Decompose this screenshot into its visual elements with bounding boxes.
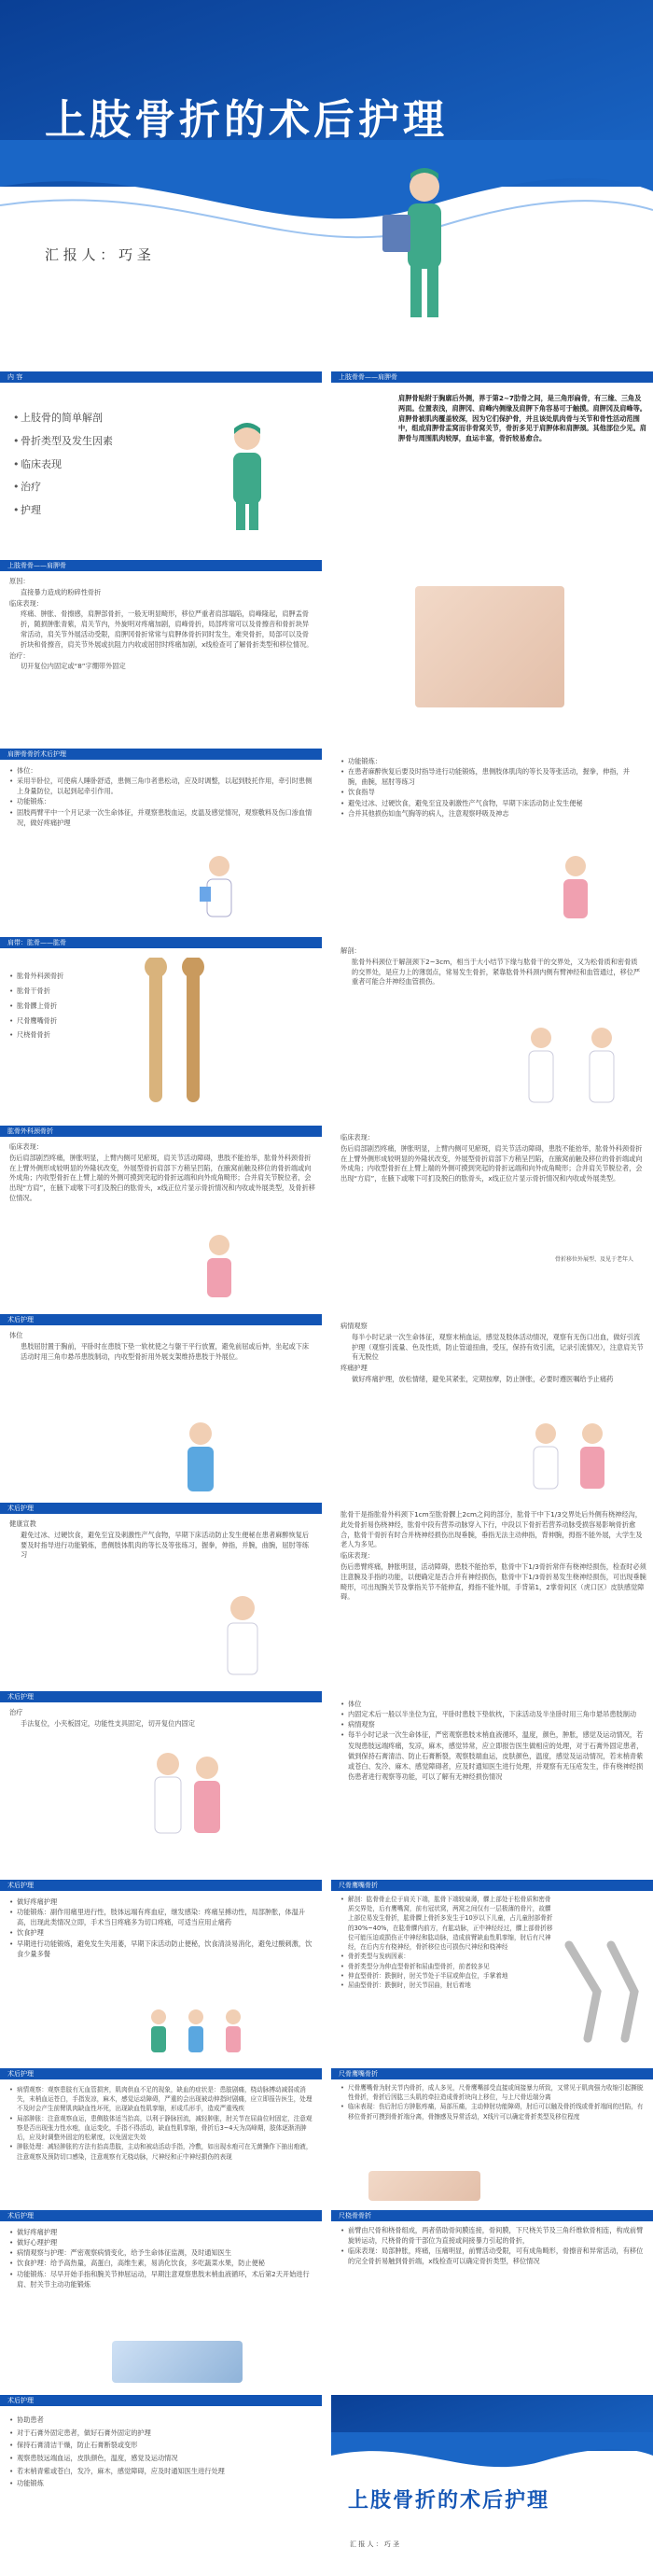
care4-right-list — [340, 1699, 646, 1782]
slide-header: 肱骨外科颈骨折 — [0, 1126, 322, 1137]
care-item: • 保持石膏清洁干燥，防止石膏断裂或变形 — [9, 2439, 315, 2452]
care-item: • 做好疼痛护理 — [9, 2227, 315, 2237]
care4-slide-left — [0, 1691, 322, 1873]
contents-item: • 上肢骨的简单解剖 — [13, 407, 209, 430]
elbow-bones-image — [560, 1936, 648, 2048]
surg-para: 临床表现： — [340, 1133, 374, 1141]
care-item: • 饮食护理：给予高热量，高蛋白，高维生素，易消化饮食，多吃蔬菜水果，防止便秘 — [9, 2258, 315, 2268]
end-slide — [331, 2395, 653, 2576]
slide-header: 上肢骨骨——肩胛骨 — [331, 371, 653, 383]
care-para: 肱骨干是指肱骨外科颈下1cm至肱骨髁上2cm之间的部分，肱骨干中下1/3交界处后外侧有桡神经沟，此处骨折易伤桡神经，肱骨中段有营养动脉穿入下行，中段以下骨折若营养动脉受损容易影响骨折愈合，肱骨干骨折有时合并桡神经损伤出现垂腕，垂指无法主动伸指，背伸腕，拇指不能外展，大学生及老人为多见。 — [340, 1510, 643, 1549]
care-item: • 病情观察：观察患肢有无血管损害，肌肉供血不足的现象，缺血的症状是：患肢剧痛，桡动脉搏动减弱或消失，末梢血运苍白，手指发凉，麻木，感觉运动障碍，严重的会出现被动伸指时剧痛，应立即报告医生，处理不及时会产生前臂肌肉缺血性坏死，出现缺血性肌挛缩，形成爪形手，造成严重残疾 — [9, 2085, 315, 2114]
care-item: • 做好疼痛护理 — [9, 1897, 315, 1907]
doctor-clipboard-illustration — [196, 851, 243, 926]
forearm-xray-image — [368, 2313, 471, 2378]
care-para: 患肢屈肘置于胸前，平卧时在患肢下垫一软枕使之与躯干平行放置，避免前屈或后伸，坐起或下床活动时用三角巾悬吊患肢制动，内收型骨折用外展支架维持患肢于外展位。 — [21, 1341, 310, 1361]
care4-left-text — [9, 1708, 315, 1730]
doctors-illustration — [140, 1747, 233, 1850]
care-item: • 采用半卧位，可使病人睡卧舒适，患侧三角巾者患松动，应及时调整，以起到肢托作用，牵引时患侧上身量防位，以起到起牵引作用。 — [9, 776, 317, 796]
surg-para: 临床表现： — [9, 1142, 43, 1151]
care-para: 手法复位，小夹板固定，功能性支具固定，切开复位内固定 — [21, 1718, 195, 1728]
arm-cast-image — [368, 2171, 480, 2201]
care-item: • 局部肿胀：注意观察血运，患侧肢体适当抬高，以利于静脉回流，减轻肿胀，肘关节在屈曲位时固定，注意观察是否出现张力性水疱，血运变化，手指不得活动，缺血性肌挛缩，骨折后3~4天为高峰期，肢体逐渐消肿后，应及时调整外固定的松紧度，以免固定失效 — [9, 2114, 315, 2143]
humerus-surg-left-text — [9, 1142, 315, 1205]
care-para: 疼痛护理 — [340, 1364, 368, 1373]
care-item: • 若末梢青紫或苍白，发冷，麻木，感觉障碍，应及时通知医生进行处理 — [9, 2465, 315, 2478]
cause-para: 直接暴力造成的粉碎性骨折 — [21, 587, 102, 596]
cause-text — [9, 577, 315, 740]
care-item: • 协助患者 — [9, 2414, 315, 2427]
contents-item: • 护理 — [13, 499, 209, 523]
care-item: • 饮食指导 — [340, 787, 639, 797]
care-item: • 功能锻炼： — [340, 756, 639, 766]
care-item: • 做好心理护理 — [9, 2237, 315, 2247]
care-item: • 在患者麻醉恢复后要及时指导进行功能锻炼，患侧肢体肌肉的等长及等张活动，握拳，伸指，并腕，曲腕，屈肘等练习 — [340, 766, 639, 787]
doctor-illustration — [354, 159, 466, 336]
care-item: • 内固定术后一般以半坐位为宜，平卧时患肢下垫软枕，下床活动及半坐卧时用三角巾悬吊患肢制动 — [340, 1709, 646, 1719]
care-item: • 合并其他损伤如血气胸等的病人，注意观察呼吸及神志 — [340, 808, 639, 819]
care5-left-list — [9, 1897, 315, 1959]
care-item: • 病情观察与护理：严密观察病情变化，给予生命体征监测，及时通知医生 — [9, 2247, 315, 2258]
arm-bones-image — [131, 958, 224, 1112]
surg-para: 伤后肩部剧烈疼痛，肿胀明显，上臂内侧可见瘀斑，肩关节活动障碍，患肢不能抬举，肱骨外科颈骨折在上臂外侧形成较明显的外隆状改变，外展型骨折肩部下方稍呈凹陷，在腋窝前触及移位的骨折端或向外成角；内收型骨折在上臂上端的外侧可摸到突起的骨折远端和向外成角畸形；合并肩关节脱位者，会出现“方肩”，在腋下或喉下可扪及脱臼的肱骨头，x线正位片显示骨折情况和内收或外展类型，及骨折移位情况。 — [9, 1153, 315, 1202]
care3-slide-right — [331, 1503, 653, 1685]
bone-label: • 肱骨外科颈骨折 — [9, 969, 112, 984]
bone-label: • 尺骨鹰嘴骨折 — [9, 1014, 112, 1029]
slide-header: 术后护理 — [0, 2395, 322, 2406]
care-para: 伤后患臂疼痛，肿胀明显，活动障碍，患肢不能抬举，肱骨中下1/3骨折常伴有桡神经损伤，检查时必须注意腕及手指的功能，以便确定是否合并有神经损伤，肱骨中下1/3骨折易发生桡神经损伤，可出现垂腕畸形，可出现腕关节及掌指关节不能伸直，拇指不能外展，手背第1，2掌骨间区（虎口区）皮肤感觉障碍。 — [340, 1561, 646, 1602]
doctors-group-illustration — [513, 1019, 634, 1113]
shoulder-xray-image — [480, 1226, 546, 1278]
brace-image-slide — [331, 560, 653, 742]
care-para: 做好疼痛护理，放松情绪，避免其紧张，定期按摩，防止肿胀，必要时遵医嘱给予止痛药 — [352, 1374, 614, 1383]
doctor-patient-illustration — [518, 1419, 620, 1493]
slide-header: 术后护理 — [0, 2210, 322, 2221]
care8-slide — [0, 2395, 322, 2576]
care3-left-text — [9, 1519, 315, 1561]
cause-para: 疼痛、肿胀、骨擦感，肩胛部骨折，一般无明显畸形，移位严重者肩部塌陷，肩峰隆起，肩胛盂骨折，随损肿胀青紫，肩关节内，外旋明对疼痛加剧，肩峰骨折，局部疼常可以及骨擦音和骨折块异常活动，肩关节外展活动受限，肩胛冈骨折常常与肩胛体骨折同时发生，难突骨折，局部可以及骨折块和骨擦音，肩关节外展或抗阻力内收或屈肘时疼痛加剧，x线检查可了解骨折类型和移位情况。 — [21, 609, 313, 649]
humerus-surg-right-text — [340, 1133, 646, 1185]
bone-label: • 肱骨髁上骨折 — [9, 999, 112, 1014]
cause-para: 临床表现： — [9, 598, 43, 608]
slide-header: 尺桡骨骨折 — [331, 2210, 653, 2221]
care1-left-list — [9, 765, 317, 828]
care-item: • 骨折类型分为伸直型骨折和屈曲型骨折，前者较多见 — [340, 1962, 555, 1971]
forearm-xray-image-2 — [499, 2313, 602, 2378]
slide-header: 术后护理 — [0, 1691, 322, 1702]
slide-header: 上肢骨骨——肩胛骨 — [0, 560, 322, 571]
care-item: • 早期进行功能锻炼，避免发生失用萎，早期下床活动防止便秘，饮食清淡易消化，避免过酸刺激，饮食少量多餐 — [9, 1939, 315, 1959]
slide-header: 术后护理 — [0, 1880, 322, 1891]
contents-item: • 治疗 — [13, 476, 209, 499]
clavicle-brace-image — [415, 586, 564, 707]
slide-header: 术后护理 — [0, 2068, 322, 2079]
care5-slide-right — [331, 1880, 653, 2062]
care2-slide-left — [0, 1314, 322, 1496]
doctor-illustration — [173, 1417, 229, 1496]
care-item: • 伸直型骨折：跌倒时，肘关节处于半屈或伸直位，手掌着地 — [340, 1971, 555, 1981]
care-item: • 每半小时记录一次生命体征，严密观察患肢末梢血液循环，温度，颜色，肿胀，感觉及运动情况，若发现患肢远端疼痛，发凉，麻木，感觉异常，应立即报告医生做相应的处理，对于石膏外固定患者，做到保持石膏清洁、防止石膏断裂，观察肢端血运，皮肤颜色，温度，感觉及运动情况，若末梢青紫或苍白、发冷、麻木、感觉障碍者，应及时通知医生进行处理，并观察有无压疮发生，伴有桡神经损伤患者进行观察等功能，可以了解有无神经损伤情况 — [340, 1729, 646, 1782]
care3-slide-left — [0, 1503, 322, 1685]
care-para: 临床表现： — [340, 1551, 374, 1561]
care6-slide-right — [331, 2068, 653, 2205]
slide-header: 尺骨鹰嘴骨折 — [331, 2068, 653, 2079]
care1-slide-right — [331, 749, 653, 931]
humerus-para: 解剖： — [340, 946, 361, 955]
care-para: 避免过冰、过硬饮食，避免至宜及刺激性产气食物，早期下床活动防止发生便秘在患者麻醉恢复后要及时指导进行功能锻炼，患侧肢体肌肉的等长及等张练习，握拳，伸指，并腕，曲腕，屈肘等练习 — [21, 1530, 310, 1560]
surg-para: 伤后肩部剧烈疼痛，肿胀明显，上臂内侧可见瘀斑，肩关节活动障碍，患肢不能抬举，肱骨外科颈骨折在上臂外侧形成较明显的外隆状改变，外展型骨折肩部下方稍呈凹陷，在腋窝前触及移位的骨折端或向外成角；内收型骨折在上臂上端的外侧可摸到突起的骨折远端和向外成角畸形；合并肩关节脱位者，会出现“方肩”，在腋下或喉下可扪及脱臼的肱骨头，x线正位片显示骨折情况和内收或外展类型。 — [340, 1143, 643, 1183]
bone-label: • 肱骨干骨折 — [9, 984, 112, 999]
care-item: • 功能锻炼：副作用痛里进行性，肢体远端有疼血症，继发感染：疼痛呈搏动性，局部肿胀，体温升高，出现此类情况立即，手术当日疼痛多为切口疼痛，可适当应用止痛药 — [9, 1907, 315, 1927]
care7-right-list — [340, 2225, 646, 2267]
care3-right-text — [340, 1510, 646, 1603]
doctor-illustration — [205, 1591, 280, 1680]
care-item: • 解剖：肱骨骨止位于肩关下端，肱骨下端较扁薄，髁上部处于松骨质和密骨质交界处，后有鹰嘴窝，前有冠状窝，两窝之间仅有一层极薄的骨片，故髁上部位易发生骨折，肱骨髁上骨折多发生于10岁以下儿童，占儿童肘部骨折的30%~40%，在肱骨髁内前方，有肱动脉，正中神经经过，髁上部骨折移位可能压迫或损伤正中神经和肱动脉，造成前臂缺血性肌挛缩，肘后有尺神经，在后内方有桡神经，骨折移位也可损伤尺神经和桡神经 — [340, 1895, 555, 1952]
nurse-illustration — [196, 1230, 243, 1305]
care-item: • 功能锻炼 — [9, 2477, 315, 2490]
humerus-text — [340, 946, 644, 988]
care8-list — [9, 2414, 315, 2490]
care-item: • 临床表现：局部肿胀，疼痛，压痛明显，前臂活动受限，可有成角畸形，骨擦音和异常活动，有移位的完全骨折易触到骨折端，x线检查可以确定骨折类型，移位情况 — [340, 2246, 646, 2266]
care2-slide-right — [331, 1314, 653, 1496]
slide-header: 肩带：肱骨——肱骨 — [0, 937, 322, 948]
care-item: • 饮食护理 — [9, 1927, 315, 1938]
nurse-illustration — [550, 851, 602, 926]
care6-slide-left — [0, 2068, 322, 2205]
end-presenter: 汇 报 人 ： 巧 圣 — [350, 2541, 400, 2548]
care-item: • 病情观察 — [340, 1719, 646, 1729]
slide-header: 术后护理 — [0, 1314, 322, 1325]
elbow-bone-image — [508, 2171, 620, 2201]
humerus-surg-right — [331, 1126, 653, 1308]
care-item: • 临床表现：伤后肘后方肿胀疼痛，局部压痛，主动伸肘功能障碍，肘后可以触及骨折线或骨折端间的凹陷，有移位骨折可摸到骨折端分离，骨擦感及异常活动，X线片可以确定骨折类型及移位程度 — [340, 2102, 646, 2121]
care2-right-text — [340, 1322, 646, 1386]
care4-slide-right — [331, 1691, 653, 1873]
humerus-surg-left — [0, 1126, 322, 1308]
cause-slide — [0, 560, 322, 742]
care2-left-text — [9, 1331, 315, 1363]
humerus-slide-right — [331, 937, 653, 1119]
slide-header: 内 容 — [0, 371, 322, 383]
care5-slide-left — [0, 1880, 322, 2062]
care-item: • 尺骨鹰嘴骨为肘关节内骨折，成人多见，尺骨鹰嘴部受直接或间接暴力所致，又常见于肌肉强力收缩引起撕脱性骨折，骨折后因肱三头肌的牵拉造成骨折块向上移位，与上尺骨近端分离 — [340, 2083, 646, 2102]
care-para: 体位 — [9, 1331, 23, 1339]
xray-caption: 骨折移位外展型、及见于老年人 — [555, 1256, 634, 1263]
care7-slide-left — [0, 2210, 322, 2387]
care-item: • 功能锻炼： — [9, 796, 317, 806]
contents-list — [13, 407, 209, 523]
anatomy-slide — [331, 371, 653, 553]
care-item: • 对于石膏外固定患者，做好石膏外固定的护理 — [9, 2427, 315, 2440]
cover-title: 上肢骨折的术后护理 — [45, 96, 448, 144]
medical-team-illustration — [140, 2006, 271, 2057]
slide-header: 术后护理 — [0, 1503, 322, 1514]
bone-label: • 尺桡骨骨折 — [9, 1028, 112, 1043]
contents-slide — [0, 371, 322, 553]
care6-right-list — [340, 2083, 646, 2121]
end-title: 上肢骨折的术后护理 — [348, 2489, 550, 2513]
care1-slide-left — [0, 749, 322, 931]
care7-left-list — [9, 2227, 315, 2289]
humerus-label-list — [9, 969, 112, 1043]
cover-presenter: 汇 报 人 ： 巧 圣 — [45, 246, 151, 263]
care-item: • 骨折类型与发病因素： — [340, 1952, 555, 1961]
care7-slide-right — [331, 2210, 653, 2387]
humerus-slide-left — [0, 937, 322, 1119]
care-item: • 体位： — [9, 765, 317, 776]
care6-left-list — [9, 2085, 315, 2162]
care5-right-list — [340, 1895, 555, 1990]
contents-item: • 临床表现 — [13, 454, 209, 477]
care-para: 病情观察 — [340, 1322, 368, 1330]
nurse-illustration — [219, 413, 275, 535]
cause-para: 原因： — [9, 577, 30, 585]
care-item: • 避免过冰、过硬饮食，避免至宜及刺激性产气食物，早期下床活动防止发生便秘 — [340, 798, 639, 808]
care-para: 每半小时记录一次生命体征，观察末梢血运，感觉及肢体活动情况，观察有无伤口出血，做好引流护理（观察引流量、色及性质，防止管道扭曲，受压，保持有效引流，记录引流情况），注意肩关节有无脱位 — [352, 1332, 644, 1362]
scapula-image — [337, 396, 393, 456]
care-item: • 体位 — [340, 1699, 646, 1709]
care1-right-list — [340, 756, 639, 819]
care-item: • 肿胀处理：减轻肿胀的方法有抬高患肢，主动和被动活动手指，冷敷，如出现水疱可在无菌操作下抽出疱液，注意观察及预防切口感染，注意观察有无桡动脉，尺神经和正中神经损伤的表现 — [9, 2142, 315, 2161]
humerus-para: 肱骨外科颈位于解剖颈下2~3cm，相当于大小结节下缘与肱骨干的交界处，又为松骨质和密骨质的交界处，是应力上的薄弱点，常易发生骨折，紧靠肱骨外科颈内侧有臂神经和血管通过，移位严重者可能合并神经血管损伤。 — [352, 957, 641, 987]
cause-para: 切开复位内固定或“8”字绷带外固定 — [21, 662, 126, 671]
care-item: • 固肢两臂平中一个月记录一次生命体征，并观察患肢血运，皮温及感觉情况，观察敷料及伤口渗血情况，做好疼痛护理 — [9, 807, 317, 828]
contents-item: • 骨折类型及发生因素 — [13, 430, 209, 454]
bandaged-arm-image — [112, 2341, 243, 2383]
cover-slide — [0, 0, 653, 351]
care-para: 治疗 — [9, 1708, 23, 1716]
care-item: • 屈曲型骨折：跌倒时，肘关节屈曲，肘后着地 — [340, 1981, 555, 1990]
anatomy-text: 肩胛骨贴附于胸廓后外侧，界于第2~7肋骨之间，是三角形扁骨，有三缘、三角及两面。位置表浅，肩胛冈、肩峰内侧缘及肩胛下角容易可于触摸。肩胛冈及肩峰等。肩胛骨被肌肉覆盖较深，因为它们保护骨，并且该处肌肉骨与关节和骨性活动范围中，组成肩胛骨盂窝而非骨窝关节，骨折多见于肩胛体和肩胛颈。其他部位少见。肩胛骨与周围肌肉较厚，血运丰富，骨折较易愈合。 — [398, 394, 646, 443]
slide-header: 肩胛骨骨折术后护理 — [0, 749, 322, 760]
slide-header: 尺骨鹰嘴骨折 — [331, 1880, 653, 1891]
care-item: • 观察患肢远端血运，皮肤颜色，温度，感觉及运动情况 — [9, 2452, 315, 2465]
care-para: 健康宣教 — [9, 1519, 36, 1528]
cause-para: 治疗： — [9, 651, 30, 660]
care-item: • 功能锻炼：尽早开始手指和腕关节伸屈运动，早期注意观察患肢末梢血液循环，术后第2天开始进行肩、肘关节主动功能锻炼 — [9, 2269, 315, 2289]
care-item: • 前臂由尺骨和桡骨组成，两者借助骨间膜连接，骨间膜，下尺桡关节及三角纤维软骨相连，构成前臂旋转运动，尺桡骨的骨干部位为直接或间接暴力引起的骨折， — [340, 2225, 646, 2246]
